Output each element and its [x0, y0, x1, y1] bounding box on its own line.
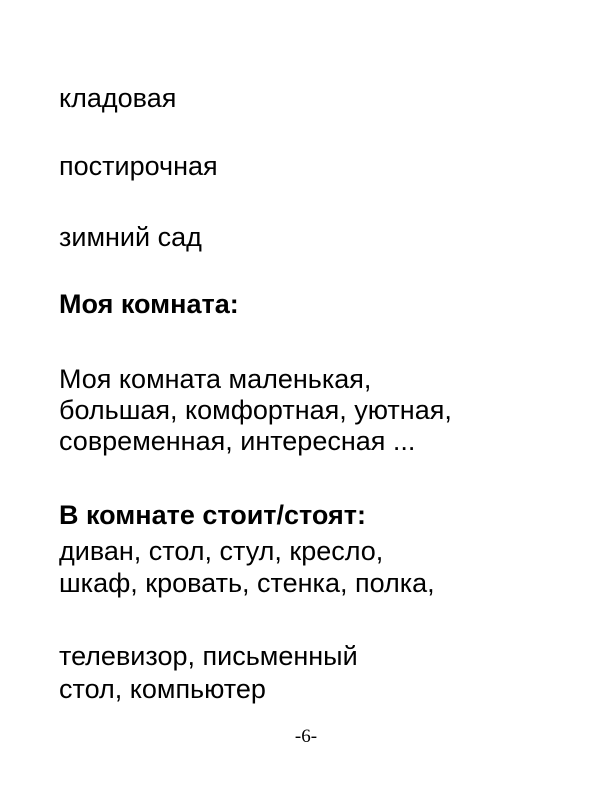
furniture-line-2: шкаф, кровать, стенка, полка,: [59, 568, 435, 598]
furniture-line-3: телевизор, письменный: [59, 641, 358, 671]
word-laundry: постирочная: [59, 151, 218, 181]
page-number: -6-: [294, 726, 318, 747]
my-room-line-3: современная, интересная ...: [59, 426, 416, 456]
furniture-line-1: диван, стол, стул, кресло,: [59, 536, 384, 566]
my-room-line-1: Моя комната маленькая,: [59, 364, 372, 394]
my-room-line-2: большая, комфортная, уютная,: [59, 395, 452, 425]
word-pantry: кладовая: [59, 83, 177, 113]
furniture-line-4: стол, компьютер: [59, 674, 266, 704]
heading-my-room: Моя комната:: [59, 289, 239, 319]
heading-furniture: В комнате стоит/стоят:: [59, 500, 367, 530]
word-winter-garden: зимний сад: [59, 222, 202, 252]
